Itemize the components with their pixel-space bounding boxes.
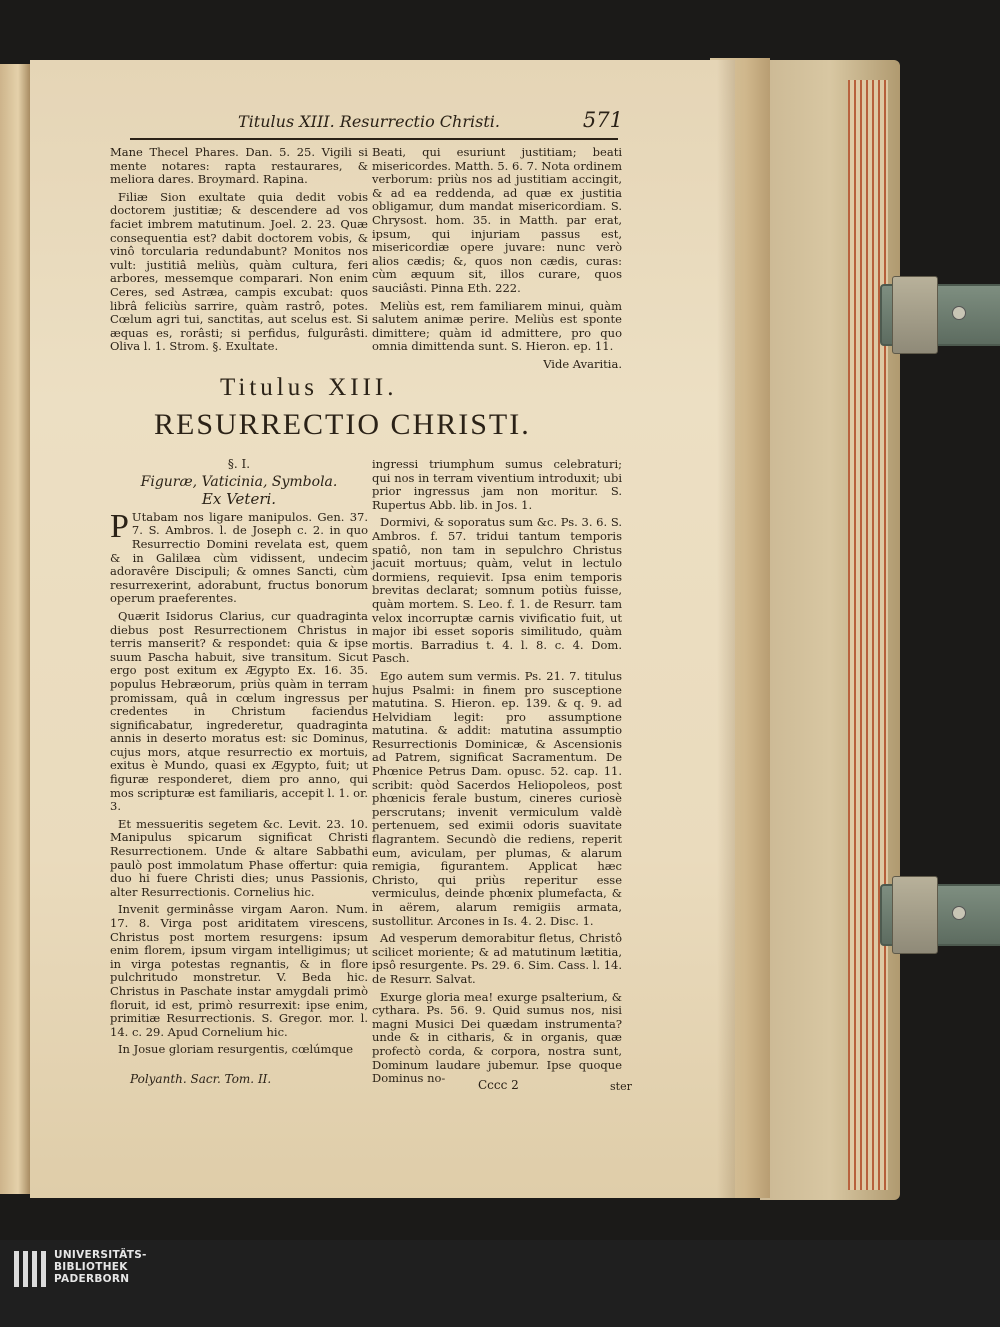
- library-logo-icon: [14, 1251, 46, 1287]
- left-column: [110, 458, 368, 1061]
- first-paragraph: [110, 507, 368, 606]
- first-paragraph-text: Utabam nos ligare manipulos. Gen. 37. 7. S. Ambros. l. de Joseph c. 2. in quo Resurrectio Domini revelata est, quem & in Galilæa cùm vidissent, undecim adoravêre Discipuli; & omnes Sancti, cùm resurrexerint, adorabunt, fructus bonorum operum praeferentes.: [110, 509, 368, 606]
- library-line-2: BIBLIOTHEK: [54, 1261, 128, 1273]
- library-line-3: PADERBORN: [54, 1273, 130, 1285]
- paragraph: Beati, qui esuriunt justitiam; beati misericordes. Matth. 5. 6. 7. Nota ordinem verborum: priùs nos ad justitiam accingit, & ad ea reddenda, ad quæ ex justitia obligamur, dum mandat misericordiam. S. Chrysost. hom. 35. in Matth. par erat, ipsum, qui injuriam passus est, misericordiæ opere juvare: nunc verò alios cædis; &, quos non cædis, curas: cùm æquum sit, illos curare, quos sauciâsti. Pinna Eth. 222.: [372, 145, 622, 295]
- subtitle: Figuræ, Vaticinia, Symbola.: [140, 473, 338, 490]
- paragraph: Dormivi, & soporatus sum &c. Ps. 3. 6. S. Ambros. f. 57. tridui tantum temporis spatiô, non tam in sepulchro Christus jacuit mortuus; quàm, velut in lectulo dormiens, requievit. Ipsa enim temporis brevitas declarat; somnum potiùs fuisse, quàm mortem. S. Leo. f. 1. de Resurr. tam velox incorruptæ carnis vivificatio fuit, ut major ibi esset soporis similitudo, quàm mortis. Barradius t. 4. l. 8. c. 4. Dom. Pasch.: [372, 515, 622, 666]
- paragraph: Filiæ Sion exultate quia dedit vobis doctorem justitiæ; & descendere ad vos faciet imbrem matutinum. Joel. 2. 23. Quæ consequentia est? dabit doctorem vobis, & vinô torcularia redundabunt? Monitos nos vult: justitiâ meliùs, quàm cultura, feri arbores, messemque comparari. Non enim Ceres, sed Astræa, campis excubat: quos librâ feliciùs sarrire, quàm rastrô, potes. Cœlum agri tui, sanctitas, aut scelus est. Si æquas es, rorâsti; si perfidus, fulgurâsti. Oliva l. 1. Strom. §. Exultate.: [110, 189, 368, 354]
- page: [30, 60, 735, 1198]
- cross-reference: Vide Avaritia.: [543, 356, 622, 371]
- signature-mark: Cccc 2: [478, 1078, 519, 1092]
- header-rule: [130, 138, 618, 140]
- page-number: 571: [582, 108, 623, 132]
- volume-footer: Polyanth. Sacr. Tom. II.: [130, 1072, 272, 1086]
- running-title: Titulus XIII. Resurrectio Christi.: [238, 112, 500, 131]
- paragraph: ingressi triumphum sumus celebraturi; qui nos in terram viventium introduxit; ubi prior ingressus jam non moritur. S. Rupertus Abb. lib. in Jos. 1.: [372, 457, 622, 512]
- catchword: ster: [610, 1080, 632, 1093]
- paragraph: Quærit Isidorus Clarius, cur quadraginta diebus post Resurrectionem Christus in terris manserit? & respondet: quia & ipse suum Pascha habuit, sive transitum. Sicut ergo post exitum ex Ægypto Ex. 16. 35. populus Hebræorum, priùs quàm in terram promissam, quâ in cœlum ingressus per credentes in Christum faciendus significabatur, ingrederetur, quadraginta annis in deserto moratus est: sic Dominus, cujus mors, atque resurrectio ex mortuis, exitus è Mundo, quasi ex Ægypto, fuit; ut figuræ responderet, diem pro anno, qui mos scripturæ est familiaris, accepit l. 1. or. 3.: [110, 608, 368, 814]
- upper-clasp: [880, 284, 1000, 346]
- paragraph: Exurge gloria mea! exurge psalterium, & cythara. Ps. 56. 9. Quid sumus nos, nisi magni Musici Dei quædam instrumenta? unde & in citharis, & in organis, quæ profectò corda, & corpora, nostra sunt, Dominum laudare jubemur. Ipse quoque Dominus no-: [372, 989, 622, 1086]
- top-right-column: [372, 146, 622, 376]
- paragraph: Invenit germinâsse virgam Aaron. Num. 17. 8. Virga post ariditatem virescens, Christus post mortem resurgens: ipsum enim florem, ipsum virgam intelligimus; ut in virga potestas regnantis, & in flore pulchritudo monstretur. V. Beda hic. Christus in Paschate instar amygdali primò floruit, id est, primò resurrexit: ipse enim, primitiæ Resurrectionis. S. Gregor. mor. l. 14. c. 29. Apud Cornelium hic.: [110, 902, 368, 1039]
- right-column: [372, 458, 622, 1090]
- section-titulus: Titulus XIII.: [220, 374, 398, 401]
- paragraph: Ego autem sum vermis. Ps. 21. 7. titulus hujus Psalmi: in finem pro susceptione matutina. S. Hieron. ep. 139. & q. 9. ad Helvidiam legit: pro assumptione matutina. & addit: matutina assumptio Resurrectionis Dominicæ, & Ascensionis ad Patrem, significat Sacramentum. De Phœnice Petrus Dam. opusc. 52. cap. 11. scribit: quòd Sacerdos Heliopoleos, post phœnicis ferale bustum, cineres curiosè perscrutans; invenit vermiculum valdè pertenuem, sed eximii odoris suavitate flagrantem. Secundò die rediens, reperit eum, aviculam, per plumas, & alarum remigia, figurantem. Applicat hæc Christo, qui priùs reperitur esse vermiculus, deinde phœnix plumefacta, & in aërem, alarum remigiis armata, sustollitur. Arcones in Is. 4. 2. Disc. 1.: [372, 668, 622, 928]
- section-title: RESURRECTIO CHRISTI.: [154, 408, 531, 441]
- drop-cap: P: [110, 507, 129, 545]
- left-page-edge: [0, 64, 30, 1194]
- lower-clasp: [880, 884, 1000, 946]
- top-left-column: [110, 146, 368, 358]
- paragraph: In Josue gloriam resurgentis, cœlúmque: [118, 1042, 354, 1057]
- library-line-1: UNIVERSITÄTS-: [54, 1249, 147, 1261]
- paragraph: Meliùs est, rem familiarem minui, quàm salutem animæ perire. Meliùs est sponte dimittere; quàm id admittere, pro quo omnia dimittenda sunt. S. Hieron. ep. 11.: [372, 298, 622, 354]
- paragraph: Et messueritis segetem &c. Levit. 23. 10. Manipulus spicarum significat Christi Resurrectionem. Unde & altare Sabbathi paulò post immolatum Phase offertur: quia duo hi fuere Christi dies; unus Passionis, alter Resurrectionis. Cornelius hic.: [110, 816, 368, 899]
- subsubtitle: Ex Veteri.: [201, 490, 277, 509]
- library-name: [54, 1249, 147, 1285]
- paragraph: Mane Thecel Phares. Dan. 5. 25. Vigili si mente notares: rapta restaurares, & meliora dares. Broymard. Rapina.: [110, 145, 368, 187]
- section-mark: §. I.: [227, 457, 251, 471]
- library-logo: [0, 1240, 1000, 1327]
- paragraph: Ad vesperum demorabitur fletus, Christô scilicet moriente; & ad matutinum lætitia, ipsô resurgente. Ps. 29. 6. Sim. Cass. l. 14. de Resurr. Salvat.: [372, 931, 622, 986]
- page-edges: [848, 80, 888, 1190]
